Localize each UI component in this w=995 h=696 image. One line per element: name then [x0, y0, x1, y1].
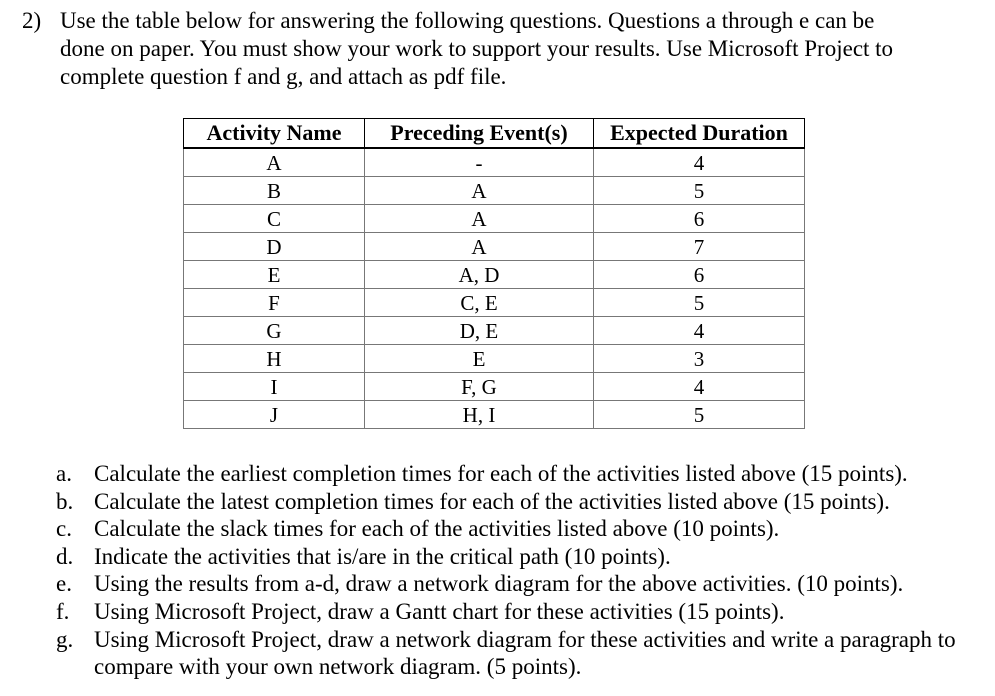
task-text: Using the results from a-d, draw a network diagram for the above activities. (10 points). [94, 571, 904, 597]
task-text: Indicate the activities that is/are in the critical path (10 points). [94, 543, 671, 569]
list-item [56, 488, 976, 516]
activity-cell: C [184, 205, 365, 233]
duration-cell: 6 [594, 261, 805, 289]
task-text: Using Microsoft Project, draw a network diagram for these activities and write a paragraph to compare with your own network diagram. (5 points). [94, 626, 956, 680]
list-item [56, 515, 976, 543]
table-row [184, 148, 805, 177]
task-letter: d. [56, 543, 74, 569]
question-number: 2) [22, 8, 42, 33]
list-item [56, 460, 976, 488]
duration-cell: 4 [594, 148, 805, 177]
preceding-cell: D, E [365, 317, 594, 345]
list-item [56, 570, 976, 598]
activity-cell: D [184, 233, 365, 261]
task-letter: b. [56, 488, 74, 514]
duration-cell: 4 [594, 373, 805, 401]
duration-cell: 3 [594, 345, 805, 373]
header-activity-name: Activity Name [184, 119, 365, 149]
preceding-cell: A [365, 205, 594, 233]
table-row [184, 205, 805, 233]
activity-cell: I [184, 373, 365, 401]
table-row [184, 373, 805, 401]
task-letter: c. [56, 516, 72, 542]
question-block [22, 7, 972, 91]
activity-cell: J [184, 401, 365, 429]
list-item [56, 543, 976, 571]
table-row [184, 401, 805, 429]
table-row [184, 233, 805, 261]
activity-cell: E [184, 261, 365, 289]
task-list [56, 460, 976, 681]
list-item [56, 598, 976, 626]
table-row [184, 317, 805, 345]
duration-cell: 5 [594, 177, 805, 205]
task-text: Calculate the latest completion times for each of the activities listed above (15 points). [94, 488, 890, 514]
task-text: Calculate the earliest completion times for each of the activities listed above (15 points). [94, 461, 908, 486]
duration-cell: 6 [594, 205, 805, 233]
duration-cell: 7 [594, 233, 805, 261]
list-item [56, 626, 976, 681]
preceding-cell: H, I [365, 401, 594, 429]
task-letter: a. [56, 461, 72, 486]
table-row [184, 289, 805, 317]
preceding-cell: A [365, 177, 594, 205]
activity-cell: B [184, 177, 365, 205]
instruction-line: done on paper. You must show your work to support your results. Use Microsoft Project to [60, 36, 894, 61]
instruction-line: complete question f and g, and attach as pdf file. [60, 64, 507, 89]
preceding-cell: A, D [365, 261, 594, 289]
question-instructions [60, 7, 972, 91]
activity-cell: H [184, 345, 365, 373]
task-text: Calculate the slack times for each of the activities listed above (10 points). [94, 516, 780, 542]
activity-cell: A [184, 148, 365, 177]
activity-cell: F [184, 289, 365, 317]
task-letter: f. [56, 598, 70, 624]
table-row [184, 345, 805, 373]
instruction-line: Use the table below for answering the following questions. Questions a through e can be [60, 8, 875, 33]
task-letter: g. [56, 626, 74, 652]
preceding-cell: E [365, 345, 594, 373]
table-row [184, 177, 805, 205]
task-letter: e. [56, 571, 72, 597]
header-preceding-events: Preceding Event(s) [365, 119, 594, 149]
preceding-cell: A [365, 233, 594, 261]
task-text: Using Microsoft Project, draw a Gantt chart for these activities (15 points). [94, 598, 785, 624]
activity-cell: G [184, 317, 365, 345]
preceding-cell: F, G [365, 373, 594, 401]
table-header-row [184, 119, 805, 149]
duration-cell: 5 [594, 289, 805, 317]
activity-table [183, 118, 805, 429]
preceding-cell: C, E [365, 289, 594, 317]
duration-cell: 5 [594, 401, 805, 429]
header-expected-duration: Expected Duration [594, 119, 805, 149]
duration-cell: 4 [594, 317, 805, 345]
table-row [184, 261, 805, 289]
preceding-cell: - [365, 148, 594, 177]
